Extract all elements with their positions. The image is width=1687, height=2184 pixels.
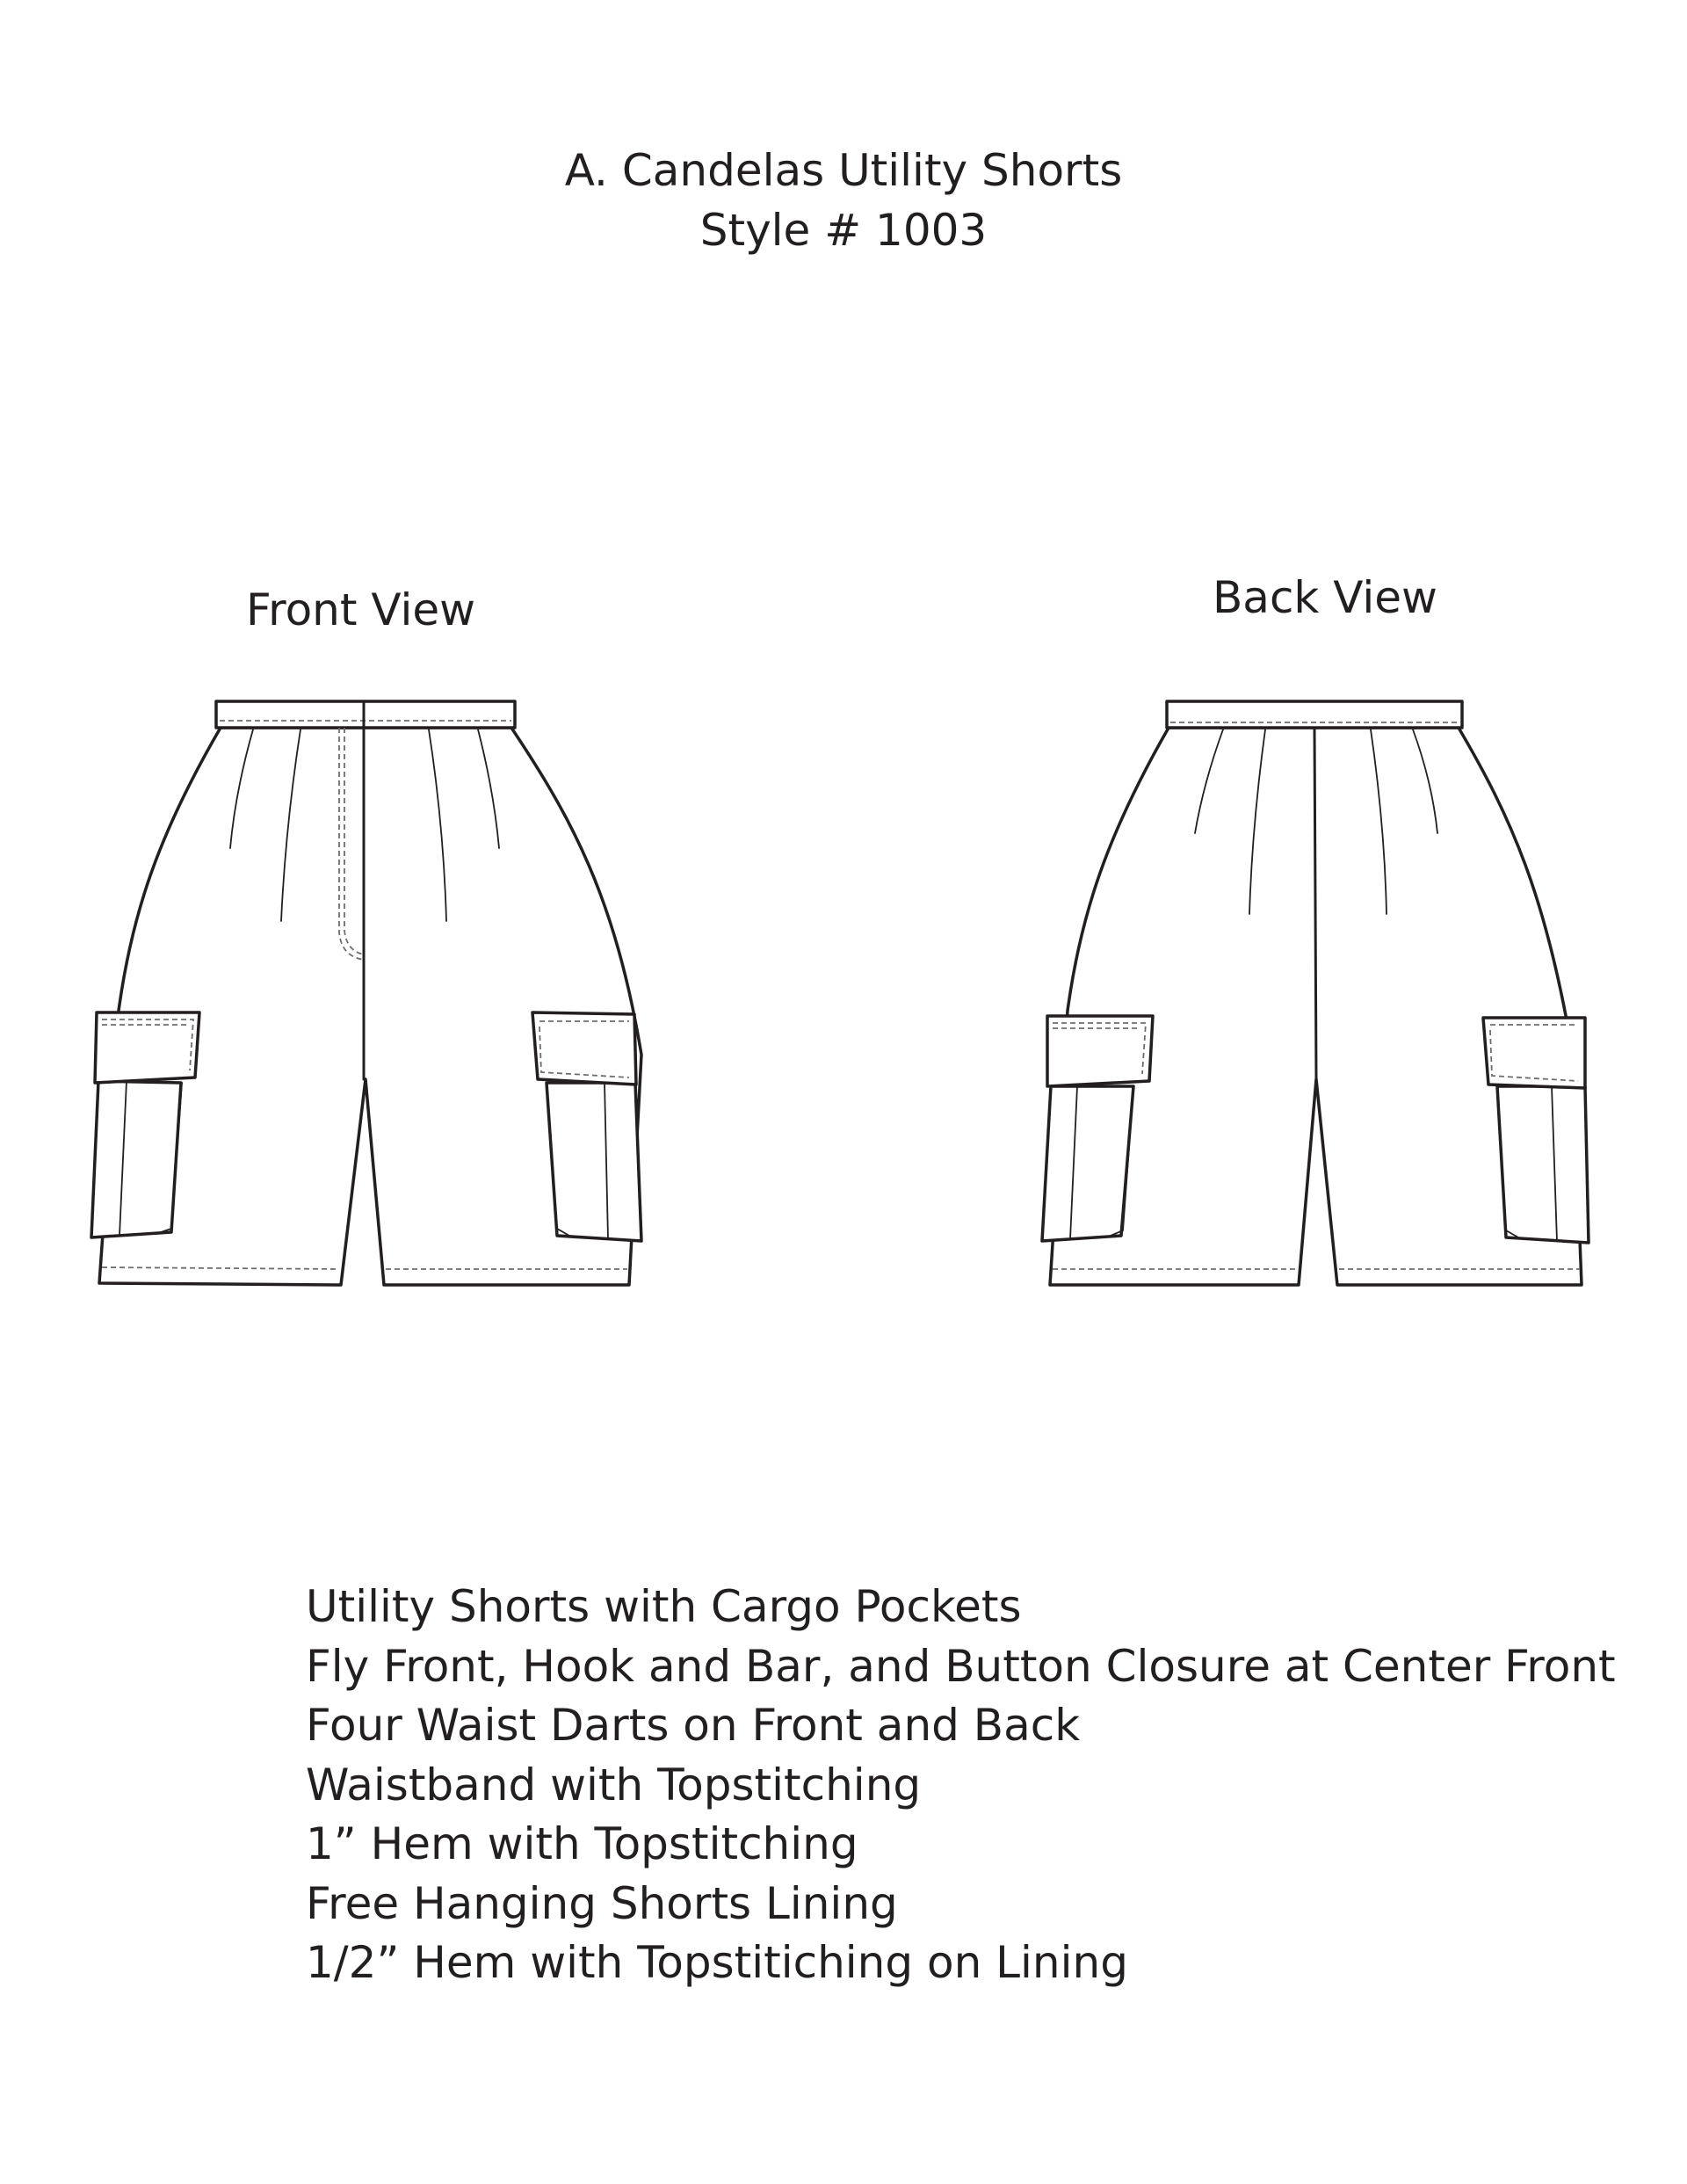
back-view-label: Back View bbox=[1213, 572, 1437, 623]
front-right-pocket-flap bbox=[532, 1012, 636, 1085]
back-right-pocket-flap bbox=[1483, 1018, 1585, 1088]
note-line: Four Waist Darts on Front and Back bbox=[306, 1700, 1081, 1751]
note-line: Free Hanging Shorts Lining bbox=[306, 1877, 898, 1929]
note-line: 1” Hem with Topstitching bbox=[306, 1818, 858, 1869]
note-line: Waistband with Topstitching bbox=[306, 1759, 922, 1810]
back-waistband bbox=[1167, 701, 1462, 728]
style-number: Style # 1003 bbox=[699, 205, 988, 256]
back-center-seam bbox=[1314, 728, 1316, 1079]
front-view-label: Front View bbox=[246, 584, 476, 635]
note-line: 1/2” Hem with Topstitiching on Lining bbox=[306, 1937, 1128, 1988]
front-left-pocket-flap bbox=[95, 1012, 199, 1083]
front-view-shorts bbox=[91, 701, 641, 1285]
note-line: Fly Front, Hook and Bar, and Button Closure at Center Front bbox=[306, 1640, 1616, 1692]
sheet-title: A. Candelas Utility Shorts bbox=[564, 145, 1123, 196]
spec-notes bbox=[306, 1578, 1616, 1993]
back-view-shorts bbox=[1042, 701, 1589, 1285]
note-line: Utility Shorts with Cargo Pockets bbox=[306, 1581, 1022, 1632]
front-waistband bbox=[216, 701, 515, 728]
back-left-pocket-flap bbox=[1047, 1016, 1153, 1086]
